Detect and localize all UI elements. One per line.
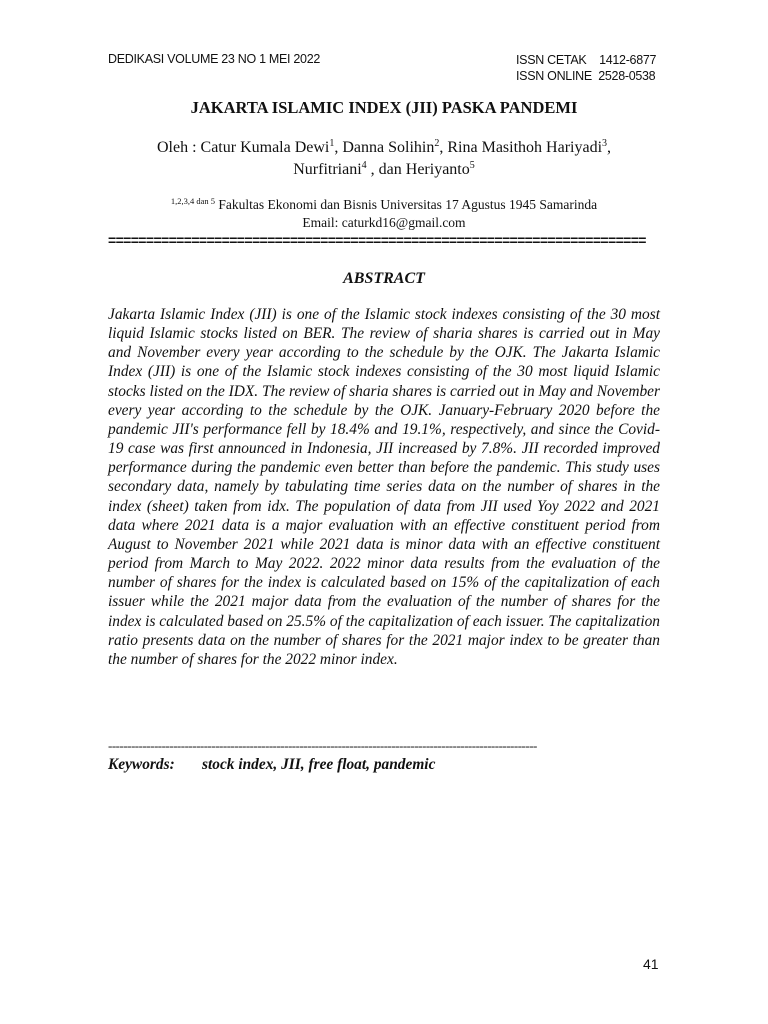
author-line-1: Oleh : Catur Kumala Dewi$^1$, Danna Solihin$^2$, Rina Masithoh Hariyadi$^3$,: [156, 138, 612, 156]
keywords-values: stock index, JII, free float, pandemic: [202, 756, 436, 773]
abstract-heading: ABSTRACT: [343, 270, 425, 287]
author-4-marker: 4: [361, 160, 367, 171]
affiliation-email: Email: caturkd16@gmail.com: [302, 215, 466, 230]
affiliation-markers: 1,2,3,4 dan 5: [170, 196, 216, 206]
separator-rule: =======================================================================: [108, 232, 646, 248]
author-2-marker: 2: [434, 138, 440, 149]
author-5: Heriyanto: [405, 161, 470, 178]
issn-print: ISSN CETAK 1412-6877: [516, 53, 657, 67]
issn-online: ISSN ONLINE 2528-0538: [516, 69, 656, 83]
author-1: Catur Kumala Dewi: [200, 139, 330, 156]
author-4: Nurfitriani: [293, 161, 362, 178]
affiliation-line: [0, 196, 768, 214]
issn-block: [516, 52, 656, 84]
abstract-body: Jakarta Islamic Index (JII) is one of the Islamic stock indexes consisting of the 30 most liquid Islamic stocks listed on BER. The review of sharia shares is carried out in May and November every year according to the schedule by the OJK. The Jakarta Islamic Index (JII) is one of the Islamic stock indexes consisting of the 30 most liquid Islamic stocks listed on the IDX. The review of sharia shares is carried out in May and November every year according to the schedule by the OJK. January-February 2020 before the pandemic JII's performance fell by 18.4% and 19.1%, respectively, and since the Covid-19 case was first announced in Indonesia, JII increased by 7.8%. JII recorded improved performance during the pandemic even better than before the pandemic. This study uses secondary data, namely by tabulating time series data on the number of shares in the index (sheet) taken from idx. The population of data from JII used Yoy 2022 and 2021 data where 2021 data is a major evaluation with an effective constituent period from August to November 2021 while 2021 data is minor data with an effective constituent period from March to May 2022. 2022 minor data results from the evaluation of the number of shares for the index is calculated based on 15% of the capitalization of each issuer while the 2021 major data from the evaluation of the number of shares for the index is calculated based on 25.5% of the capitalization of each issuer. The capitalization ratio presents data on the number of shares for the 2021 major index to be greater than the number of shares for the 2022 minor index.: [108, 306, 660, 668]
affiliation: [0, 196, 768, 232]
author-conjunction: , dan: [366, 161, 406, 178]
author-list: [0, 137, 768, 181]
keywords-line: [108, 756, 435, 774]
page-number: 41: [643, 956, 659, 972]
dashed-separator: ----------------------------------------------------------------------------------------------------------------: [108, 738, 537, 753]
author-1-marker: 1: [329, 138, 335, 149]
author-3-marker: 3: [602, 138, 608, 149]
journal-header: DEDIKASI VOLUME 23 NO 1 MEI 2022: [108, 52, 321, 66]
author-line-2: [0, 159, 768, 181]
keywords-label: Keywords:: [108, 756, 175, 773]
author-3: Rina Masithoh Hariyadi: [447, 139, 603, 156]
affiliation-institution: Fakultas Ekonomi dan Bisnis Universitas 17 Agustus 1945 Samarinda: [218, 197, 598, 212]
author-prefix: Oleh :: [156, 139, 201, 156]
paper-title: JAKARTA ISLAMIC INDEX (JII) PASKA PANDEMI: [190, 98, 578, 117]
author-5-marker: 5: [469, 160, 475, 171]
author-2: Danna Solihin: [342, 139, 435, 156]
